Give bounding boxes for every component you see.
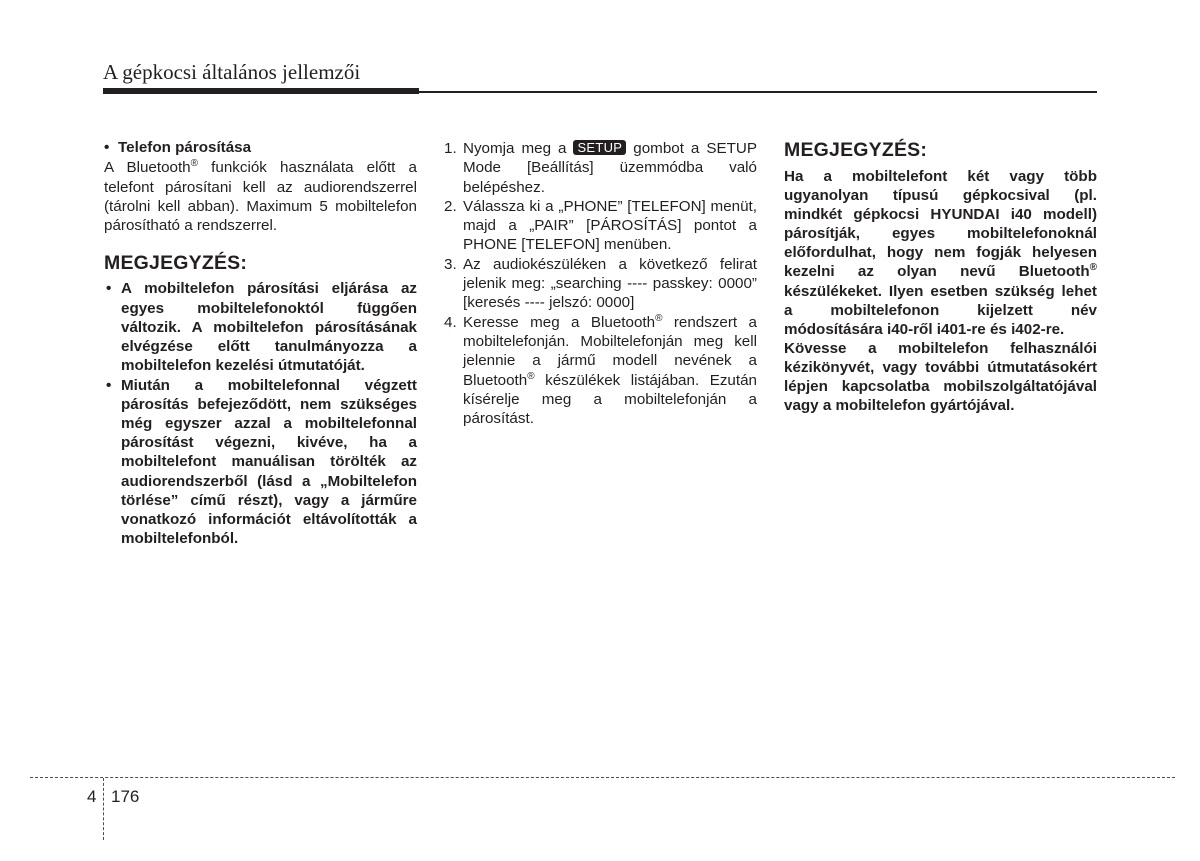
step-item [444, 139, 757, 197]
step-number: 2. [444, 197, 457, 215]
step-item [444, 313, 757, 429]
step-text-b: rendszert a mobiltelefonján. Mobiltelefonján meg kell jelennie a jármű modell nevének a Bluetooth [463, 313, 757, 389]
footer-dashed-rule [30, 777, 1175, 778]
note-bullet-text: Miután a mobiltelefonnal végzett párosítás befejeződött, nem szükséges még egyszer azzal a mobiltelefonnal párosítást végezni, kivéve, ha a mobiltelefont manuálisan törölték az audiorendszerből (lásd a „Mobiltelefon törlése” című részt), vagy a járműre vonatkozó információt eltávolították a mobiltelefonból. [121, 376, 417, 548]
step-text [463, 313, 757, 429]
header-rule-thin [419, 91, 1097, 93]
step-number: 4. [444, 313, 457, 331]
step-text-b: gombot a SETUP Mode [Beállítás] üzemmódba való belépéshez. [463, 140, 757, 196]
column-left [104, 138, 417, 548]
subheading-text: Telefon párosítása [118, 139, 252, 156]
step-text: Az audiokészüléken a következő felirat jelenik meg: „searching ---- passkey: 0000” [keresés ---- jelszó: 0000] [463, 255, 757, 312]
note-paragraph [784, 167, 1097, 339]
step-item [444, 197, 757, 255]
step-text [463, 139, 757, 197]
note-paragraph: Kövesse a mobiltelefon felhasználói kézikönyvét, vagy további útmutatásokért lépjen kapcsolatba mobilszolgáltatójával vagy a mobiltelefon gyártójával. [784, 339, 1097, 415]
intro-text-b: funkciók használata előtt a telefont párosítani kell az audiorendszerrel (tárolni kell abban). Maximum 5 mobiltelefon párosítható a rendszerrel. [104, 159, 417, 235]
note-heading: MEGJEGYZÉS: [104, 252, 248, 275]
column-right [784, 138, 1097, 415]
note-text-b: készülékeket. Ilyen esetben szükség lehet a mobiltelefonon kijelzett név módosítására i40-ről i401-re és i402-re. [784, 282, 1097, 338]
note-bullet-text: A mobiltelefon párosítási eljárása az egyes mobiltelefonoktól függően változik. A mobiltelefon párosításának elvégzése előtt tanulmányozza a mobiltelefon kezelési útmutatóját. [121, 280, 417, 375]
registered-mark: ® [1089, 262, 1097, 274]
registered-mark: ® [655, 312, 663, 324]
bullet-dot: • [106, 376, 112, 394]
note-text-a: Ha a mobiltelefont két vagy több ugyanolyan típusú gépkocsival (pl. mindkét gépkocsi HYUNDAI i40 modell) párosítják, egyes mobiltelefonoknál előfordulhat, hogy nem fogják helyesen kezelni az olyan nevű Bluetooth [784, 168, 1097, 281]
bullet-dot: • [106, 280, 112, 298]
column-middle [444, 139, 757, 428]
step-text: Válassza ki a „PHONE” [TELEFON] menüt, majd a „PAIR” [PÁROSÍTÁS] pontot a PHONE [TELEFON] menüben. [463, 197, 757, 254]
step-text-a: Nyomja meg a [463, 140, 574, 157]
header-title: A gépkocsi általános jellemzői [103, 60, 361, 84]
note-bullet [104, 376, 417, 549]
intro-text-a: A Bluetooth [104, 159, 191, 177]
note-heading: MEGJEGYZÉS: [784, 139, 928, 161]
note-bullet [104, 279, 417, 375]
footer-vertical-rule [103, 778, 104, 840]
registered-mark: ® [527, 370, 535, 382]
step-text-a: Keresse meg a Bluetooth [463, 313, 656, 331]
step-text-c: készülékek listájában. Ezután kísérelje meg a mobiltelefonján a párosítást. [463, 371, 757, 428]
registered-mark: ® [190, 158, 199, 170]
step-number: 3. [444, 255, 457, 273]
page-number: 176 [111, 787, 140, 806]
setup-button-badge: SETUP [573, 140, 626, 155]
subheading [104, 138, 417, 157]
header-rule-thick [103, 88, 419, 94]
chapter-number: 4 [87, 787, 97, 806]
step-item [444, 255, 757, 313]
bullet-dot: • [104, 139, 110, 156]
intro-paragraph [104, 158, 417, 235]
step-number: 1. [444, 140, 457, 157]
